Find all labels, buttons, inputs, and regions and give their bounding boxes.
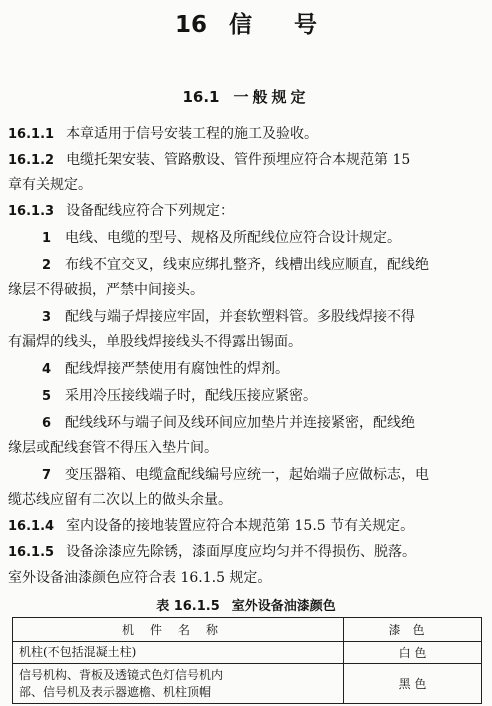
clause-text: 电缆托架安装、管路敷设、管件预埋应符合本规范第 15 [66, 152, 411, 168]
cell-name-line: 信号机构、背板及透镜式色灯信号机内 [19, 667, 224, 682]
item-number: 7 [42, 468, 52, 483]
chapter-title-char-2: 号 [294, 11, 317, 38]
cell-color: 黑 色 [344, 664, 482, 704]
clause-16-1-4 [8, 513, 486, 540]
list-item [8, 383, 486, 410]
cell-name [13, 664, 344, 704]
clause-text: 设备配线应符合下列规定： [66, 203, 235, 219]
list-item [8, 356, 486, 383]
clause-number: 16.1.2 [8, 153, 55, 168]
chapter-number: 16 [174, 12, 207, 38]
table-caption [0, 595, 492, 614]
clause-16-1-1 [8, 121, 486, 148]
clause-number: 16.1.5 [8, 545, 55, 560]
list-item [8, 462, 486, 489]
item-text: 电线、电缆的型号、规格及所配线位应符合设计规定。 [65, 230, 402, 246]
clause-16-1-5 [8, 539, 486, 566]
item-number: 6 [42, 416, 52, 431]
chapter-heading [0, 6, 492, 39]
item-number: 2 [42, 258, 52, 273]
clause-text: 室内设备的接地装置应符合本规范第 15.5 节有关规定。 [66, 518, 415, 534]
item-text: 配线线环与端子间及线环间应加垫片并连接紧密，配线绝 [65, 415, 416, 431]
table-header-row [13, 618, 482, 642]
clause-16-1-2 [8, 147, 486, 174]
table-caption-number: 表 16.1.5 [156, 599, 220, 614]
item-number: 3 [42, 310, 52, 325]
item-text: 缘层或配线套管不得压入垫片间。 [8, 440, 218, 456]
list-item-cont [8, 329, 486, 355]
list-item [8, 252, 486, 279]
list-item [8, 304, 486, 331]
item-text: 采用冷压接线端子时，配线压接应紧密。 [65, 388, 318, 404]
clause-16-1-5-cont [8, 565, 486, 591]
section-heading [0, 86, 492, 107]
item-text: 布线不宜交叉，线束应绑扎整齐，线槽出线应顺直，配线绝 [65, 257, 430, 273]
clause-text: 室外设备油漆颜色应符合表 16.1.5 规定。 [8, 570, 272, 586]
clause-number: 16.1.4 [8, 519, 55, 534]
item-number: 1 [42, 231, 52, 246]
header-color: 漆色 [344, 618, 482, 642]
table-caption-title: 室外设备油漆颜色 [231, 599, 336, 614]
table-row [13, 664, 482, 704]
item-number: 5 [42, 389, 52, 404]
clause-number: 16.1.3 [8, 204, 55, 219]
list-item [8, 410, 486, 437]
cell-name-line: 部、信号机及表示器遮檐、机柱顶帽 [19, 684, 212, 699]
list-item-cont [8, 277, 486, 303]
table-row [13, 642, 482, 664]
section-title: 一般规定 [233, 88, 310, 106]
cell-color: 白 色 [344, 642, 482, 664]
clause-text: 设备涂漆应先除锈，漆面厚度应均匀并不得损伤、脱落。 [66, 544, 417, 560]
item-text: 缘层不得破损，严禁中间接头。 [8, 282, 204, 298]
item-number: 4 [42, 362, 52, 377]
clause-number: 16.1.1 [8, 127, 55, 142]
list-item-cont [8, 487, 486, 513]
clause-text: 章有关规定。 [8, 177, 92, 193]
item-text: 配线焊接严禁使用有腐蚀性的焊剂。 [65, 361, 290, 377]
clause-text: 本章适用于信号安装工程的施工及验收。 [66, 126, 319, 142]
list-item-cont [8, 435, 486, 461]
chapter-title-char-1: 信 [229, 11, 252, 38]
item-text: 变压器箱、电缆盒配线编号应统一，起始端子应做标志，电 [65, 467, 430, 483]
cell-name: 机柱(不包括混凝土柱) [13, 642, 344, 664]
clause-16-1-2-cont [8, 172, 486, 198]
list-item [8, 225, 486, 252]
header-name: 机件名称 [13, 618, 344, 642]
clause-16-1-3 [8, 198, 486, 225]
item-text: 缆芯线应留有二次以上的做头余量。 [8, 492, 232, 508]
item-text: 有漏焊的线头，单股线焊接线头不得露出锡面。 [8, 334, 302, 350]
section-number: 16.1 [182, 88, 220, 106]
paint-color-table [12, 617, 482, 704]
item-text: 配线与端子焊接应牢固，并套软塑料管。多股线焊接不得 [65, 309, 416, 325]
